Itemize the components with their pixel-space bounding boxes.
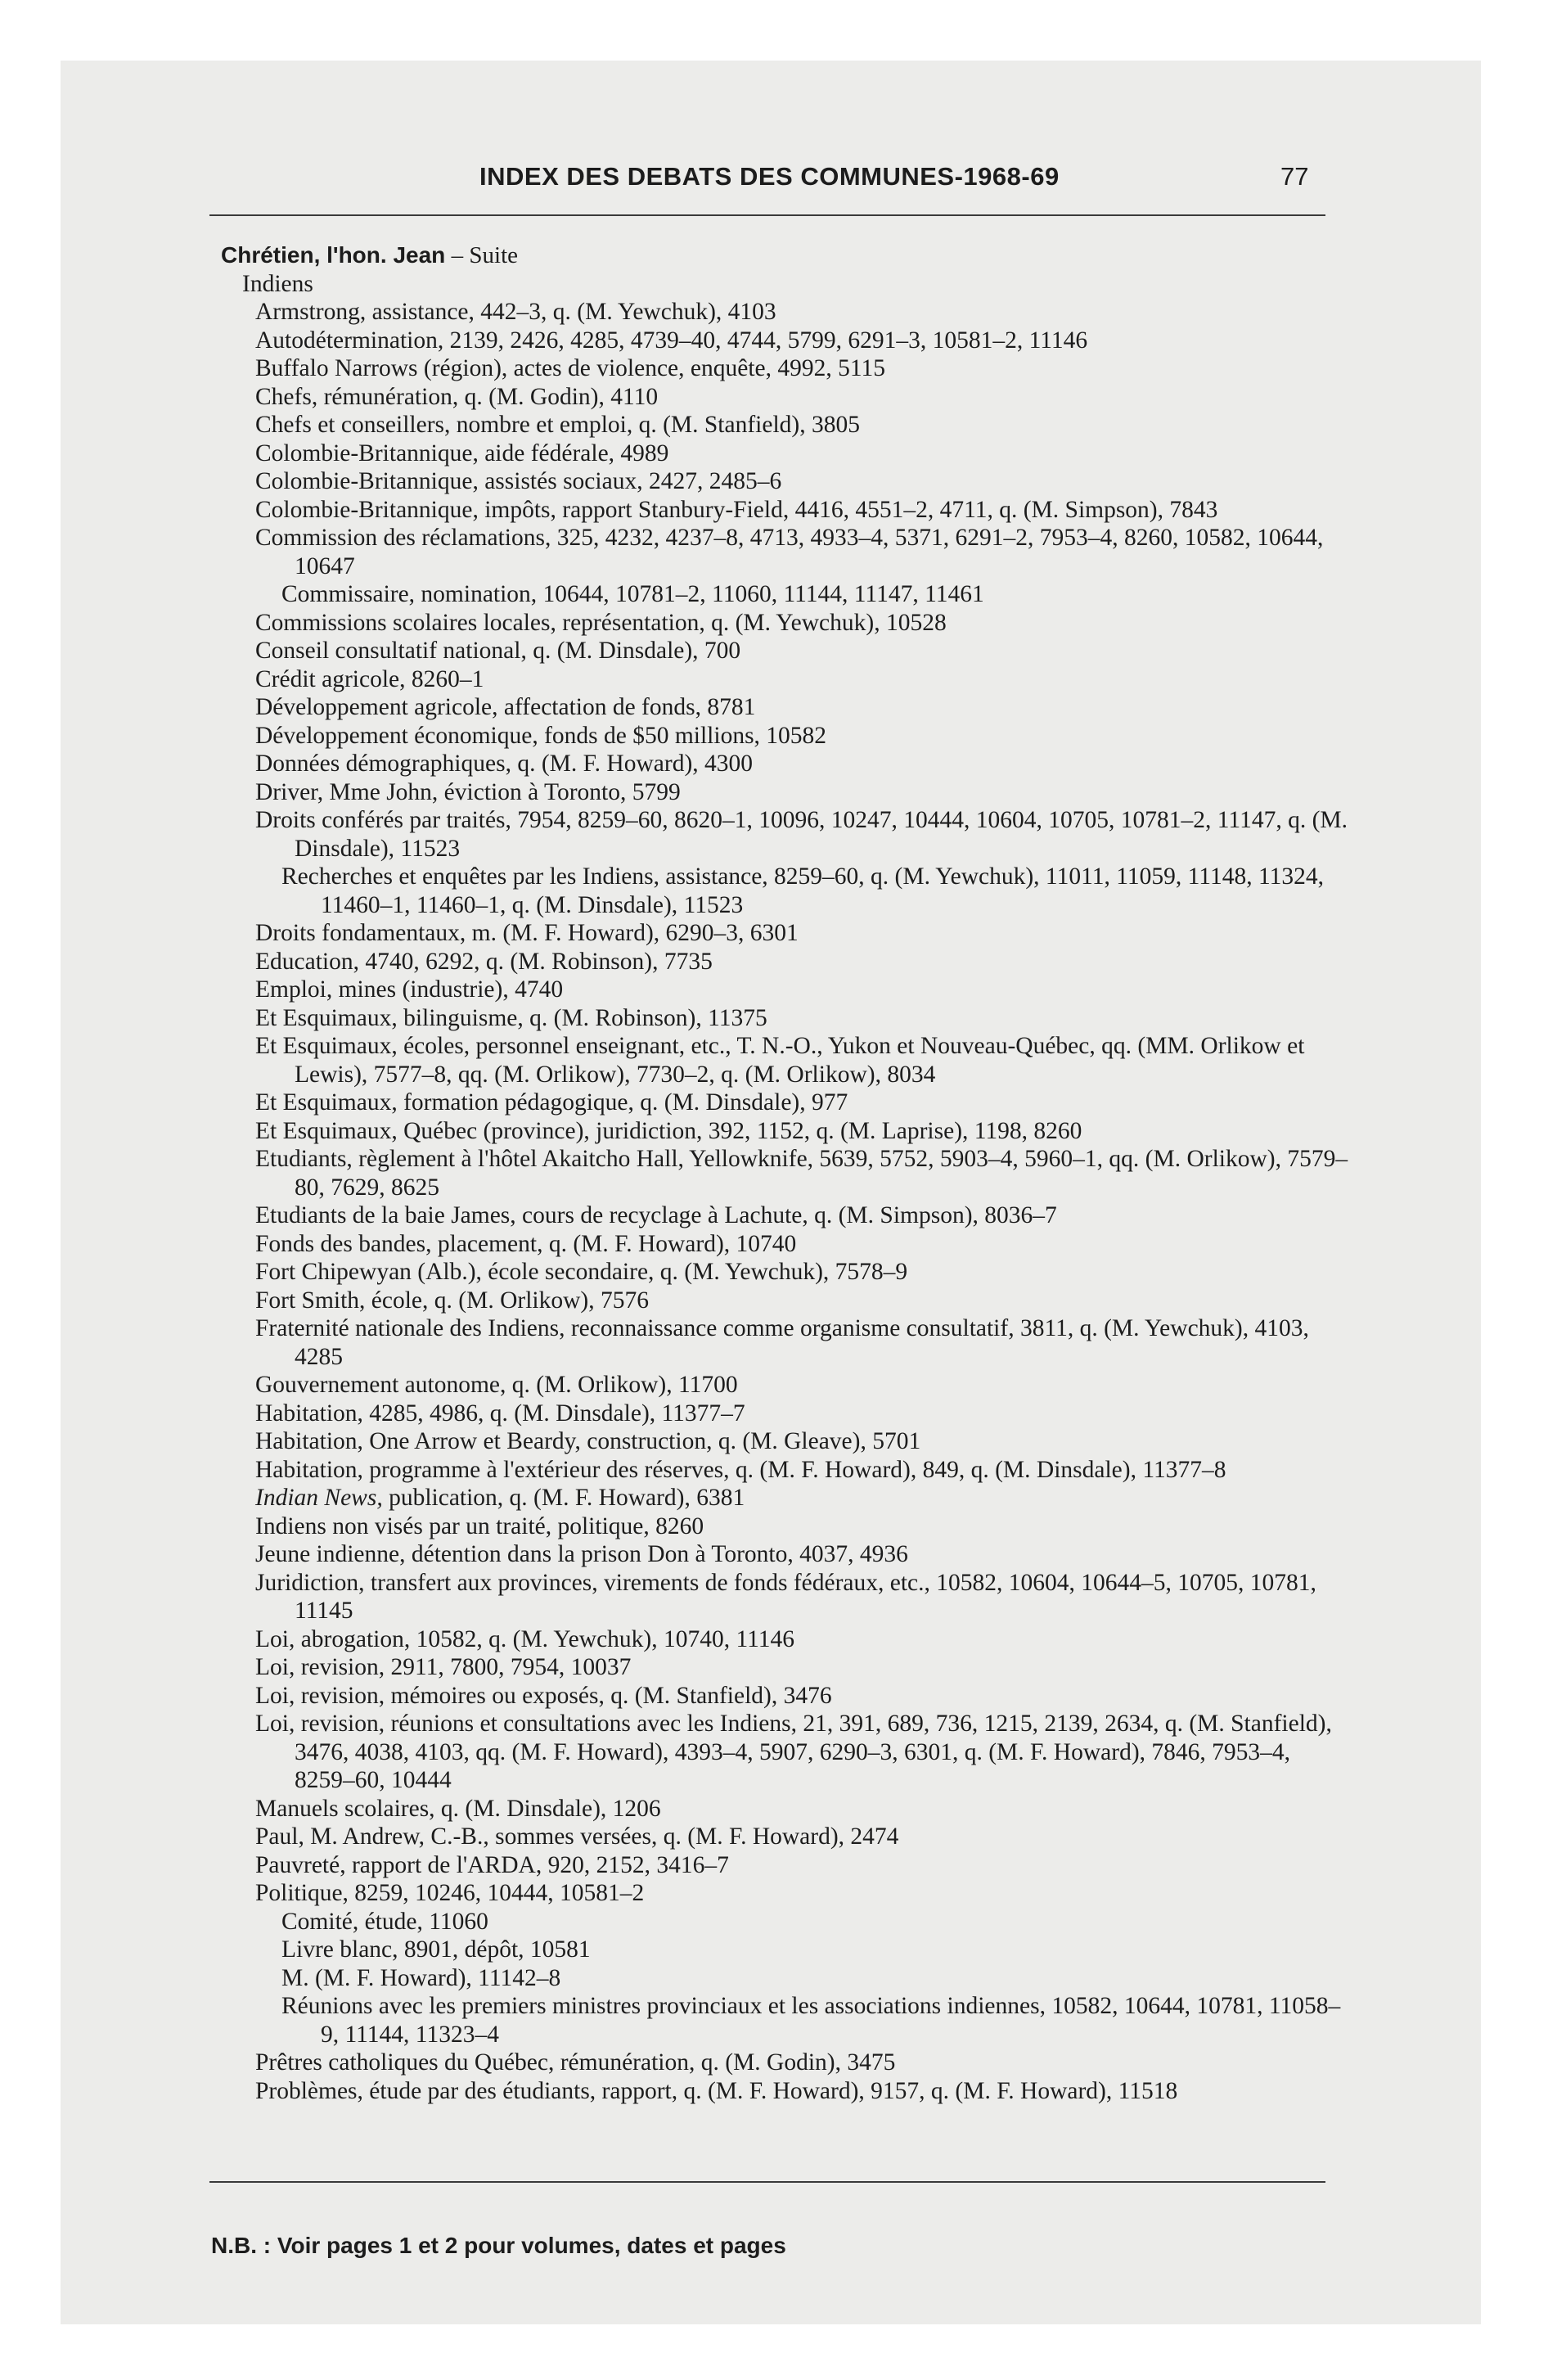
index-entry-text: Fonds des bandes, placement, q. (M. F. Howard), 10740 [255, 1230, 797, 1257]
index-entry [221, 1004, 1350, 1033]
index-entry [221, 524, 1350, 580]
index-entry-text: Juridiction, transfert aux provinces, virements de fonds fédéraux, etc., 10582, 10604, 10644–5, 10705, 10781, 11145 [255, 1569, 1316, 1624]
index-content [221, 241, 1350, 2105]
index-entry-text: Loi, revision, mémoires ou exposés, q. (M. Stanfield), 3476 [255, 1682, 832, 1709]
index-entry [221, 1992, 1350, 2049]
index-entries [221, 298, 1350, 2105]
index-entry [221, 383, 1350, 412]
index-entry-text: Colombie-Britannique, assistés sociaux, 2427, 2485–6 [255, 468, 782, 494]
index-entry [221, 1230, 1350, 1259]
index-entry-text: Loi, revision, réunions et consultations avec les Indiens, 21, 391, 689, 736, 1215, 2139, 2634, q. (M. Stanfield), 3476, 4038, 4103, qq. (M. F. Howard), 4393–4, 5907, 6290–3, 6301, q. (M. F. Howard), 7846, 7953–4, 8259–60, 10444 [255, 1711, 1332, 1793]
index-entry-text: Etudiants de la baie James, cours de recyclage à Lachute, q. (M. Simpson), 8036–7 [255, 1202, 1057, 1228]
index-entry [221, 1851, 1350, 1880]
footnote: N.B. : Voir pages 1 et 2 pour volumes, dates et pages [211, 2233, 786, 2258]
index-entry-text: Armstrong, assistance, 442–3, q. (M. Yewchuk), 4103 [255, 299, 776, 325]
index-entry-text: Crédit agricole, 8260–1 [255, 665, 484, 692]
index-entry-text: Indiens non visés par un traité, politique, 8260 [255, 1512, 704, 1539]
index-entry [221, 1710, 1350, 1795]
index-entry-text: Commissaire, nomination, 10644, 10781–2, 11060, 11144, 11147, 11461 [281, 581, 984, 607]
index-entry-text: Comité, étude, 11060 [281, 1908, 488, 1935]
index-entry-text: Autodétermination, 2139, 2426, 4285, 4739–40, 4744, 5799, 6291–3, 10581–2, 11146 [255, 327, 1088, 354]
index-entry [221, 609, 1350, 638]
index-entry [221, 1964, 1350, 1993]
index-entry [221, 1287, 1350, 1315]
index-name-heading [221, 241, 1350, 270]
index-entry-text: Loi, abrogation, 10582, q. (M. Yewchuk), 10740, 11146 [255, 1625, 795, 1652]
index-entry-text: Colombie-Britannique, impôts, rapport Stanbury-Field, 4416, 4551–2, 4711, q. (M. Simpson), 7843 [255, 496, 1218, 523]
index-entry [221, 439, 1350, 468]
index-entry [221, 1569, 1350, 1625]
index-entry [221, 750, 1350, 778]
index-entry-text: Chefs, rémunération, q. (M. Godin), 4110 [255, 383, 659, 410]
index-entry-italic: Indian News, [255, 1485, 383, 1511]
index-entry-text: Habitation, programme à l'extérieur des réserves, q. (M. F. Howard), 849, q. (M. Dinsdale), 11377–8 [255, 1456, 1226, 1483]
index-entry-text: Politique, 8259, 10246, 10444, 10581–2 [255, 1880, 645, 1906]
page-header [0, 162, 1548, 203]
index-entry [221, 1682, 1350, 1711]
index-entry [221, 976, 1350, 1004]
index-entry [221, 1908, 1350, 1936]
index-entry-text: Et Esquimaux, bilinguisme, q. (M. Robinson), 11375 [255, 1004, 767, 1031]
footer-rule [209, 2181, 1325, 2183]
index-entry [221, 327, 1350, 355]
index-entry [221, 1653, 1350, 1682]
index-entry [221, 2077, 1350, 2106]
index-continuation: – Suite [451, 242, 519, 268]
index-entry-text: Loi, revision, 2911, 7800, 7954, 10037 [255, 1654, 632, 1680]
index-entry [221, 1879, 1350, 1908]
index-entry-text: Et Esquimaux, formation pédagogique, q. (M. Dinsdale), 977 [255, 1089, 848, 1116]
index-entry-text: Droits conférés par traités, 7954, 8259–60, 8620–1, 10096, 10247, 10444, 10604, 10705, 10781–2, 11147, q. (M. Dinsdale), 11523 [255, 807, 1348, 862]
index-name: Chrétien, l'hon. Jean [221, 242, 446, 268]
index-entry-text: M. (M. F. Howard), 11142–8 [281, 1964, 561, 1991]
index-entry-text: Et Esquimaux, Québec (province), juridiction, 392, 1152, q. (M. Laprise), 1198, 8260 [255, 1117, 1082, 1144]
index-entry [221, 778, 1350, 807]
index-entry-text: Habitation, 4285, 4986, q. (M. Dinsdale), 11377–7 [255, 1400, 745, 1427]
index-entry-text: Fraternité nationale des Indiens, reconnaissance comme organisme consultatif, 3811, q. (M. Yewchuk), 4103, 4285 [255, 1315, 1309, 1370]
index-entry-text: Développement économique, fonds de $50 millions, 10582 [255, 722, 827, 749]
index-entry-text: Droits fondamentaux, m. (M. F. Howard), 6290–3, 6301 [255, 920, 799, 946]
index-entry-text: Données démographiques, q. (M. F. Howard), 4300 [255, 751, 754, 777]
index-entry-text: Buffalo Narrows (région), actes de violence, enquête, 4992, 5115 [255, 355, 886, 381]
index-entry [221, 919, 1350, 948]
index-entry-text: Pauvreté, rapport de l'ARDA, 920, 2152, 3416–7 [255, 1851, 729, 1878]
index-entry [221, 1400, 1350, 1428]
index-entry [221, 1371, 1350, 1400]
index-entry [221, 1089, 1350, 1117]
index-entry [221, 1484, 1350, 1512]
index-entry-text: Livre blanc, 8901, dépôt, 10581 [281, 1936, 591, 1963]
index-entry-text: Commission des réclamations, 325, 4232, 4237–8, 4713, 4933–4, 5371, 6291–2, 7953–4, 8260, 10582, 10644, 10647 [255, 525, 1324, 579]
index-entry-text: Driver, Mme John, éviction à Toronto, 5799 [255, 778, 681, 805]
index-entry-text: Développement agricole, affectation de fonds, 8781 [255, 694, 756, 720]
index-entry-text: Fort Chipewyan (Alb.), école secondaire, q. (M. Yewchuk), 7578–9 [255, 1259, 908, 1285]
page-title: INDEX DES DEBATS DES COMMUNES-1968-69 [479, 162, 1060, 191]
index-entry [221, 411, 1350, 439]
page-number: 77 [1280, 162, 1309, 191]
index-entry-text: Et Esquimaux, écoles, personnel enseignant, etc., T. N.-O., Yukon et Nouveau-Québec, qq. (MM. Orlikow et Lewis), 7577–8, qq. (M. Orlikow), 7730–2, q. (M. Orlikow), 8034 [255, 1033, 1305, 1088]
index-entry-text: Colombie-Britannique, aide fédérale, 4989 [255, 439, 669, 467]
index-entry [221, 1456, 1350, 1485]
index-entry [221, 1936, 1350, 1964]
index-entry [221, 665, 1350, 694]
index-entry-text: Réunions avec les premiers ministres provinciaux et les associations indiennes, 10582, 10644, 10781, 11058–9, 11144, 11323–4 [281, 1993, 1341, 2048]
index-entry [221, 298, 1350, 327]
index-entry [221, 1823, 1350, 1851]
index-entry [221, 1427, 1350, 1456]
index-entry [221, 1145, 1350, 1201]
index-entry-text: Chefs et conseillers, nombre et emploi, q. (M. Stanfield), 3805 [255, 412, 860, 438]
index-entry [221, 1540, 1350, 1569]
index-entry [221, 722, 1350, 751]
index-entry [221, 1117, 1350, 1146]
index-entry [221, 1201, 1350, 1230]
index-entry [221, 354, 1350, 383]
index-entry [221, 948, 1350, 976]
index-entry [221, 863, 1350, 919]
index-entry [221, 2049, 1350, 2077]
index-entry-text: publication, q. (M. F. Howard), 6381 [382, 1485, 745, 1511]
index-entry [221, 1625, 1350, 1654]
index-entry [221, 806, 1350, 863]
index-entry-text: Etudiants, règlement à l'hôtel Akaitcho Hall, Yellowknife, 5639, 5752, 5903–4, 5960–1, qq. (M. Orlikow), 7579–80, 7629, 8625 [255, 1146, 1348, 1201]
index-entry [221, 496, 1350, 525]
index-entry-text: Emploi, mines (industrie), 4740 [255, 976, 564, 1003]
index-entry [221, 1258, 1350, 1287]
index-entry [221, 1795, 1350, 1823]
index-entry-text: Gouvernement autonome, q. (M. Orlikow), 11700 [255, 1372, 738, 1398]
index-entry-text: Paul, M. Andrew, C.-B., sommes versées, q. (M. F. Howard), 2474 [255, 1823, 899, 1850]
index-entry-text: Education, 4740, 6292, q. (M. Robinson), 7735 [255, 948, 713, 975]
index-entry [221, 1032, 1350, 1089]
index-entry-text: Prêtres catholiques du Québec, rémunération, q. (M. Godin), 3475 [255, 2049, 896, 2076]
index-entry-text: Jeune indienne, détention dans la prison Don à Toronto, 4037, 4936 [255, 1541, 908, 1567]
index-entry [221, 1314, 1350, 1371]
index-entry-text: Commissions scolaires locales, représentation, q. (M. Yewchuk), 10528 [255, 609, 947, 636]
index-entry-text: Recherches et enquêtes par les Indiens, assistance, 8259–60, q. (M. Yewchuk), 11011, 11059, 11148, 11324, 11460–1, 11460–1, q. (M. Dinsdale), 11523 [281, 863, 1324, 918]
index-entry [221, 580, 1350, 609]
index-entry [221, 693, 1350, 722]
index-entry [221, 1512, 1350, 1541]
index-entry-text: Habitation, One Arrow et Beardy, construction, q. (M. Gleave), 5701 [255, 1428, 921, 1454]
index-subject: Indiens [242, 270, 313, 297]
header-rule [209, 214, 1325, 216]
index-entry [221, 637, 1350, 665]
index-entry-text: Problèmes, étude par des étudiants, rapport, q. (M. F. Howard), 9157, q. (M. F. Howard), 11518 [255, 2077, 1178, 2104]
index-entry [221, 467, 1350, 496]
index-entry-text: Fort Smith, école, q. (M. Orlikow), 7576 [255, 1287, 649, 1314]
index-entry-text: Manuels scolaires, q. (M. Dinsdale), 1206 [255, 1795, 661, 1822]
index-entry-text: Conseil consultatif national, q. (M. Dinsdale), 700 [255, 638, 741, 664]
